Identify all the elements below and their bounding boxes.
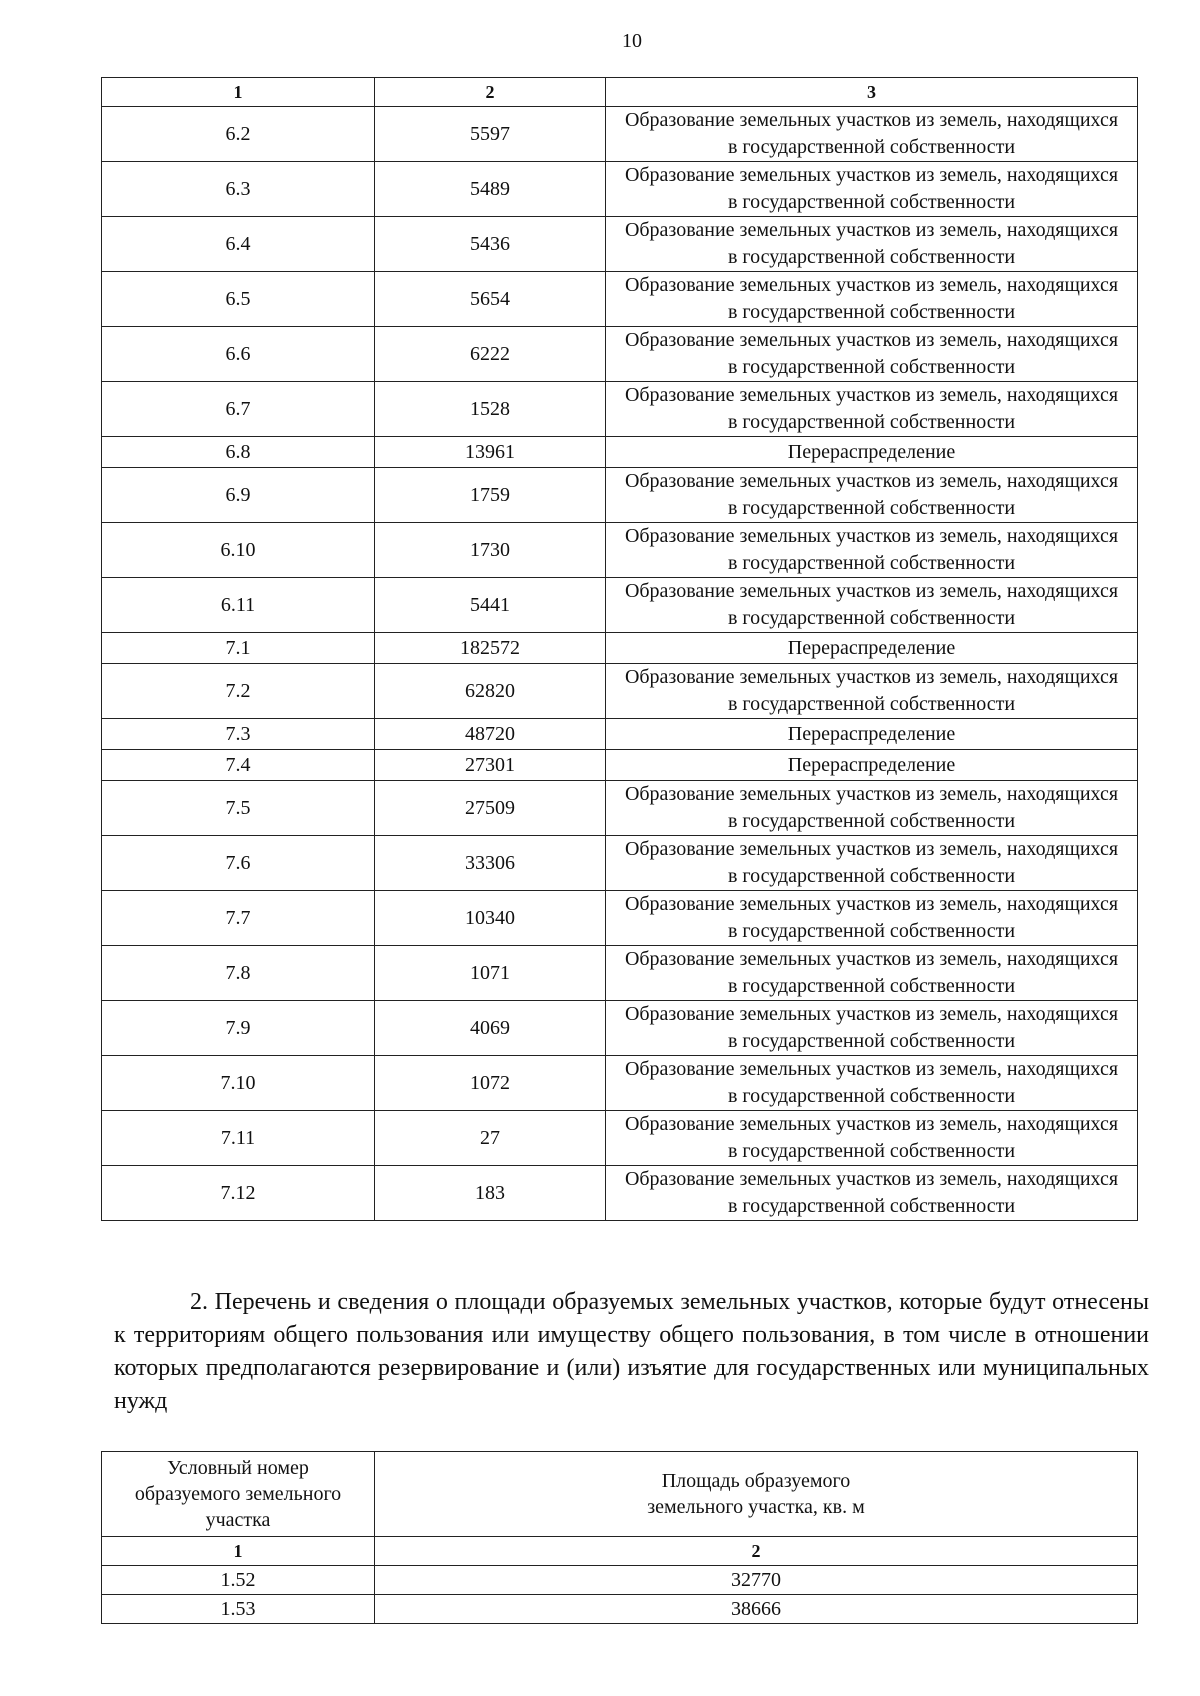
plot-number-cell: 7.2 bbox=[102, 664, 375, 719]
column-number-1: 1 bbox=[102, 78, 375, 107]
plot-area-cell: 1528 bbox=[375, 382, 606, 437]
plot-area-cell: 5597 bbox=[375, 107, 606, 162]
column-number-1: 1 bbox=[102, 1537, 375, 1566]
formation-method-cell: Образование земельных участков из земель, находящихся в государственной собственности bbox=[606, 217, 1138, 272]
plot-number-cell: 6.4 bbox=[102, 217, 375, 272]
formation-method-cell: Образование земельных участков из земель, находящихся в государственной собственности bbox=[606, 468, 1138, 523]
plot-number-cell: 1.53 bbox=[102, 1595, 375, 1624]
table-row bbox=[102, 327, 1138, 382]
plot-area-cell: 5654 bbox=[375, 272, 606, 327]
plot-area-cell: 27301 bbox=[375, 750, 606, 781]
table-row bbox=[102, 1056, 1138, 1111]
formation-method-cell: Образование земельных участков из земель, находящихся в государственной собственности bbox=[606, 1001, 1138, 1056]
plot-number-cell: 7.7 bbox=[102, 891, 375, 946]
plot-number-cell: 6.2 bbox=[102, 107, 375, 162]
formation-method-cell: Образование земельных участков из земель, находящихся в государственной собственности bbox=[606, 162, 1138, 217]
plot-number-cell: 6.5 bbox=[102, 272, 375, 327]
plot-area-cell: 10340 bbox=[375, 891, 606, 946]
table-row bbox=[102, 946, 1138, 1001]
plot-area-cell: 5489 bbox=[375, 162, 606, 217]
plot-number-cell: 6.8 bbox=[102, 437, 375, 468]
formation-method-cell: Образование земельных участков из земель, находящихся в государственной собственности bbox=[606, 1111, 1138, 1166]
plot-area-cell: 182572 bbox=[375, 633, 606, 664]
table-row bbox=[102, 217, 1138, 272]
table-header-row bbox=[102, 78, 1138, 107]
plot-number-cell: 7.4 bbox=[102, 750, 375, 781]
plot-number-cell: 6.9 bbox=[102, 468, 375, 523]
table-row bbox=[102, 468, 1138, 523]
formation-method-cell: Образование земельных участков из земель, находящихся в государственной собственности bbox=[606, 1056, 1138, 1111]
plot-number-cell: 7.11 bbox=[102, 1111, 375, 1166]
table-row bbox=[102, 781, 1138, 836]
plot-number-cell: 7.9 bbox=[102, 1001, 375, 1056]
public-use-plots-table bbox=[101, 1451, 1138, 1624]
section-2-text bbox=[114, 1286, 1149, 1418]
formation-method-cell: Образование земельных участков из земель, находящихся в государственной собственности bbox=[606, 107, 1138, 162]
formation-method-cell: Перераспределение bbox=[606, 750, 1138, 781]
plot-number-cell: 6.3 bbox=[102, 162, 375, 217]
plot-area-cell: 5441 bbox=[375, 578, 606, 633]
plot-number-cell: 7.1 bbox=[102, 633, 375, 664]
table-row bbox=[102, 578, 1138, 633]
table-row bbox=[102, 523, 1138, 578]
plot-area-cell: 1759 bbox=[375, 468, 606, 523]
table-row bbox=[102, 891, 1138, 946]
table-row bbox=[102, 1001, 1138, 1056]
table-row bbox=[102, 750, 1138, 781]
plot-area-cell: 33306 bbox=[375, 836, 606, 891]
plot-number-cell: 6.10 bbox=[102, 523, 375, 578]
plot-area-cell: 1072 bbox=[375, 1056, 606, 1111]
plot-number-cell: 6.7 bbox=[102, 382, 375, 437]
plot-number-cell: 6.11 bbox=[102, 578, 375, 633]
formation-method-cell: Перераспределение bbox=[606, 719, 1138, 750]
table-heading-row bbox=[102, 1452, 1138, 1537]
plot-area-cell: 6222 bbox=[375, 327, 606, 382]
table-row bbox=[102, 162, 1138, 217]
formation-method-cell: Образование земельных участков из земель, находящихся в государственной собственности bbox=[606, 664, 1138, 719]
table-row bbox=[102, 664, 1138, 719]
table-row bbox=[102, 1166, 1138, 1221]
plot-area-cell: 62820 bbox=[375, 664, 606, 719]
plot-area-cell: 38666 bbox=[375, 1595, 1138, 1624]
column-number-2: 2 bbox=[375, 78, 606, 107]
plot-area-cell: 1730 bbox=[375, 523, 606, 578]
plot-number-cell: 7.3 bbox=[102, 719, 375, 750]
plot-area-cell: 13961 bbox=[375, 437, 606, 468]
plot-area-cell: 1071 bbox=[375, 946, 606, 1001]
table-row bbox=[102, 719, 1138, 750]
plot-number-cell: 6.6 bbox=[102, 327, 375, 382]
formation-method-cell: Образование земельных участков из земель, находящихся в государственной собственности bbox=[606, 836, 1138, 891]
formation-method-cell: Образование земельных участков из земель, находящихся в государственной собственности bbox=[606, 523, 1138, 578]
plot-number-cell: 7.12 bbox=[102, 1166, 375, 1221]
formation-method-cell: Образование земельных участков из земель, находящихся в государственной собственности bbox=[606, 781, 1138, 836]
plot-area-cell: 27509 bbox=[375, 781, 606, 836]
formation-method-cell: Образование земельных участков из земель, находящихся в государственной собственности bbox=[606, 327, 1138, 382]
table-row bbox=[102, 272, 1138, 327]
column-number-2: 2 bbox=[375, 1537, 1138, 1566]
plot-area-cell: 183 bbox=[375, 1166, 606, 1221]
table-row bbox=[102, 382, 1138, 437]
table-header-row bbox=[102, 1537, 1138, 1566]
table-row bbox=[102, 1566, 1138, 1595]
section-2-paragraph: 2. Перечень и сведения о площади образуемых земельных участков, которые будут отнесены к территориям общего пользования или имуществу общего пользования, в том числе в отношении которых предполагаются резервирование и (или) изъятие для государственных или муниципальных нужд bbox=[114, 1289, 1149, 1414]
table-row bbox=[102, 836, 1138, 891]
table-row bbox=[102, 633, 1138, 664]
plot-area-cell: 4069 bbox=[375, 1001, 606, 1056]
formation-method-cell: Перераспределение bbox=[606, 437, 1138, 468]
plot-number-cell: 1.52 bbox=[102, 1566, 375, 1595]
column-number-3: 3 bbox=[606, 78, 1138, 107]
formation-method-cell: Образование земельных участков из земель, находящихся в государственной собственности bbox=[606, 382, 1138, 437]
formation-method-cell: Образование земельных участков из земель, находящихся в государственной собственности bbox=[606, 891, 1138, 946]
col2-heading: Площадь образуемого земельного участка, кв. м bbox=[375, 1452, 1138, 1537]
table-row bbox=[102, 107, 1138, 162]
plot-area-cell: 32770 bbox=[375, 1566, 1138, 1595]
formation-method-cell: Образование земельных участков из земель, находящихся в государственной собственности bbox=[606, 946, 1138, 1001]
formation-method-cell: Образование земельных участков из земель, находящихся в государственной собственности bbox=[606, 272, 1138, 327]
table-row bbox=[102, 437, 1138, 468]
plot-area-cell: 48720 bbox=[375, 719, 606, 750]
land-plots-table bbox=[101, 77, 1138, 1221]
formation-method-cell: Образование земельных участков из земель, находящихся в государственной собственности bbox=[606, 1166, 1138, 1221]
table-row bbox=[102, 1111, 1138, 1166]
page-number: 10 bbox=[622, 30, 642, 52]
plot-area-cell: 5436 bbox=[375, 217, 606, 272]
plot-number-cell: 7.8 bbox=[102, 946, 375, 1001]
formation-method-cell: Образование земельных участков из земель, находящихся в государственной собственности bbox=[606, 578, 1138, 633]
col1-heading: Условный номер образуемого земельного участка bbox=[102, 1452, 375, 1537]
table-row bbox=[102, 1595, 1138, 1624]
formation-method-cell: Перераспределение bbox=[606, 633, 1138, 664]
plot-number-cell: 7.10 bbox=[102, 1056, 375, 1111]
plot-area-cell: 27 bbox=[375, 1111, 606, 1166]
plot-number-cell: 7.6 bbox=[102, 836, 375, 891]
plot-number-cell: 7.5 bbox=[102, 781, 375, 836]
